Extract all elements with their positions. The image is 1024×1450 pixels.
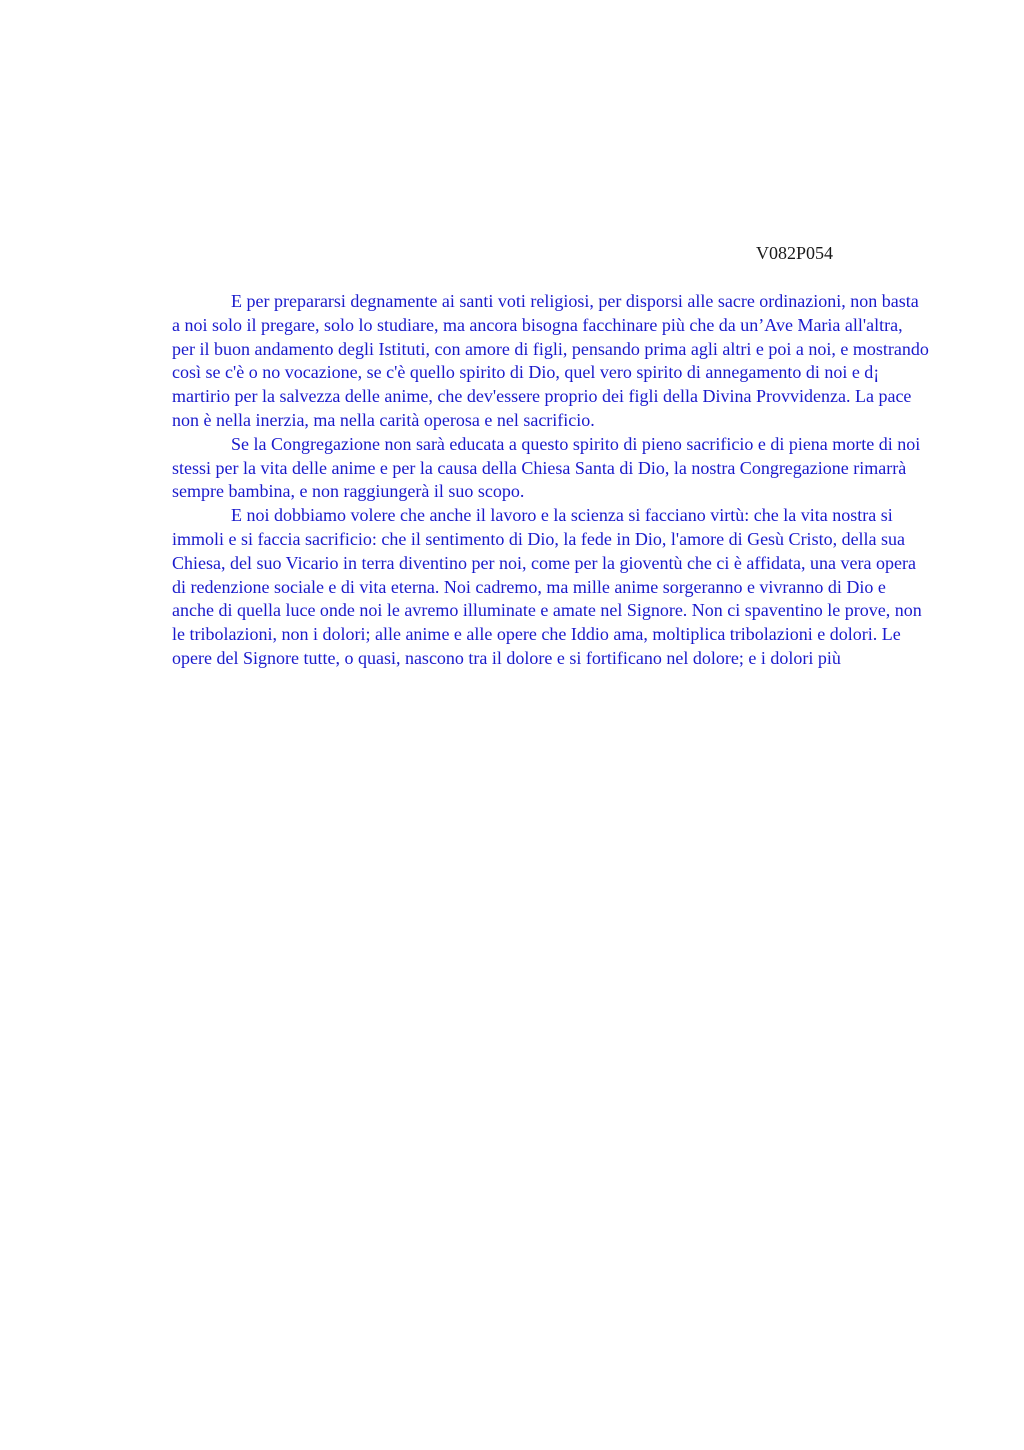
body-text [172,290,930,671]
paragraph-3: E noi dobbiamo volere che anche il lavoro e la scienza si facciano virtù: che la vita nostra si immoli e si faccia sacrificio: che il sentimento di Dio, la fede in Dio, l'amore di Gesù Cristo, della sua Chiesa, del suo Vicario in terra diventino per noi, come per la gioventù che ci è affidata, una vera opera di redenzione sociale e di vita eterna. Noi cadremo, ma mille anime sorgeranno e vivranno di Dio e anche di quella luce onde noi le avremo illuminate e amate nel Signore. Non ci spaventino le prove, non le tribolazioni, non i dolori; alle anime e alle opere che Iddio ama, moltiplica tribolazioni e dolori. Le opere del Signore tutte, o quasi, nascono tra il dolore e si fortificano nel dolore; e i dolori più [172,505,922,668]
page-code: V082P054 [756,243,834,263]
paragraph-1: E per prepararsi degnamente ai santi voti religiosi, per disporsi alle sacre ordinazioni, non basta a noi solo il pregare, solo lo studiare, ma ancora bisogna facchinare più che da un’Ave Maria all'altra, per il buon andamento degli Istituti, con amore di figli, pensando prima agli altri e poi a noi, e mostrando così se c'è o no vocazione, se c'è quello spirito di Dio, quel vero spirito di annegamento di noi e d¡ martirio per la salvezza delle anime, che dev'essere proprio dei figli della Divina Provvidenza. La pace non è nella inerzia, ma nella carità operosa e nel sacrificio. [172,291,929,430]
paragraph-2: Se la Congregazione non sarà educata a questo spirito di pieno sacrificio e di piena morte di noi stessi per la vita delle anime e per la causa della Chiesa Santa di Dio, la nostra Congregazione rimarrà sempre bambina, e non raggiungerà il suo scopo. [172,433,921,502]
